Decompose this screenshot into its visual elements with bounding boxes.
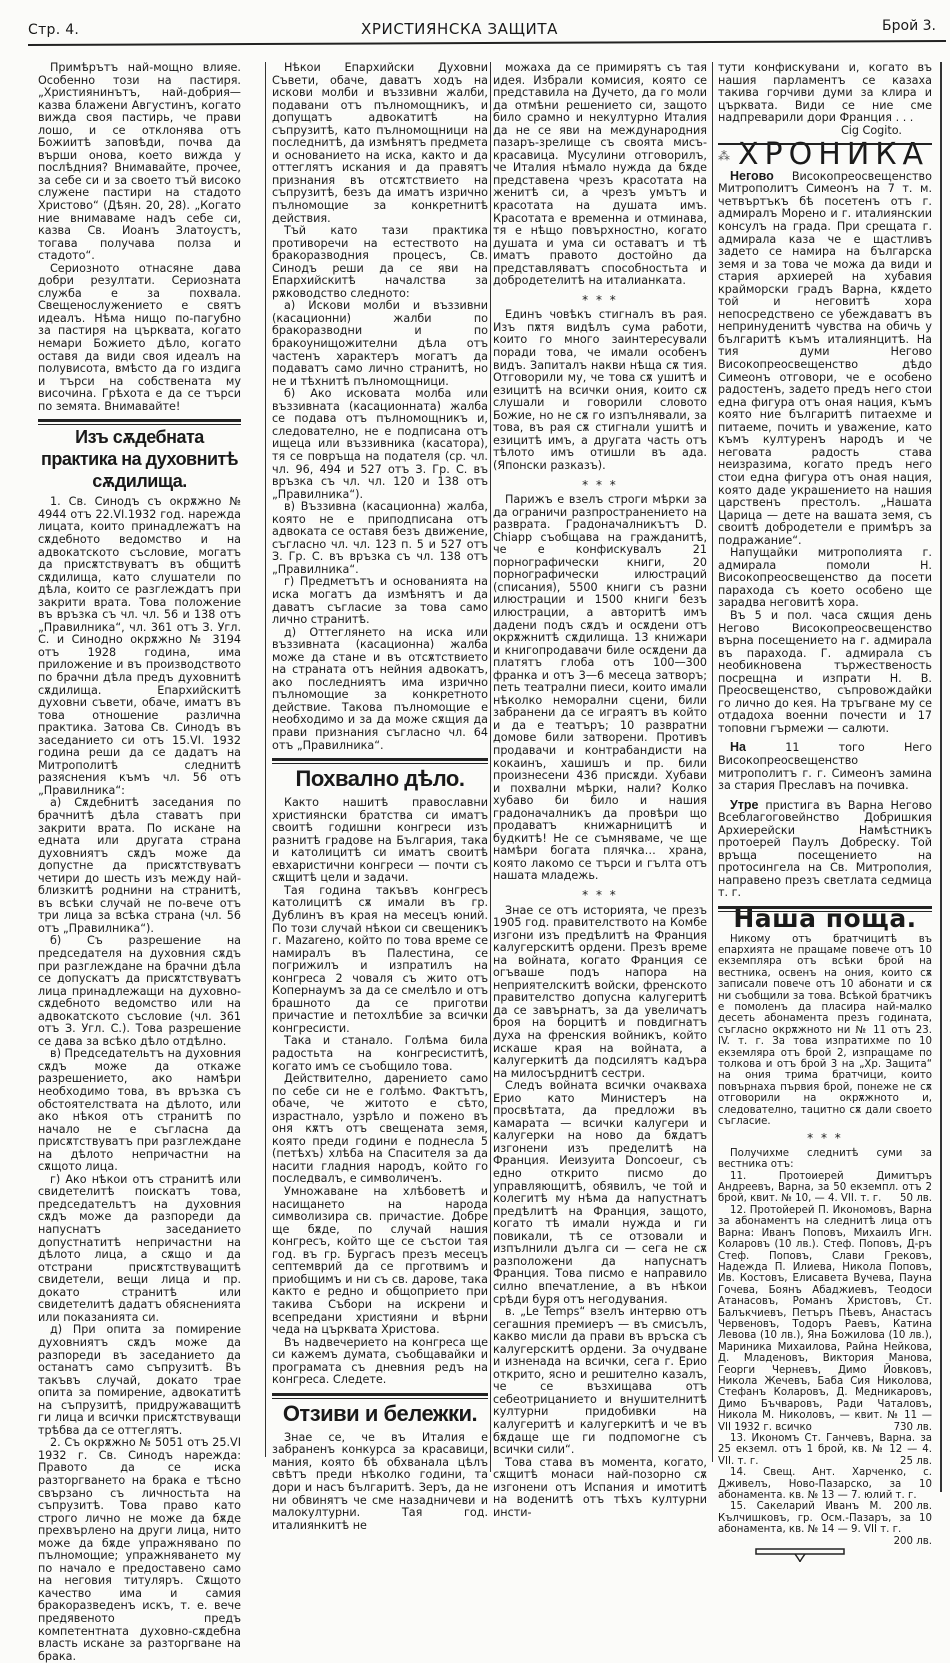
payment-entry	[718, 1171, 932, 1205]
article-paragraph: можаха да се примирятъ съ тая идея. Избрали комисия, която се представила на Дучето, да го моли да отмѣни решението си, защото било срамно и некултурно Италия да не се яви на международния пазаръ-зрелище съ своята мисъ-красавица. Мусулини отговорилъ, че Италия нѣмало нужда да бѫде представена чрезъ красотата на женитѣ си, а чрезъ умътъ и красотата на душата имъ. Красотата е временна и отминава, тя е нѣщо повърхностно, когато душата и ума си оставатъ и тѣ иматъ правото достойно да представляватъ способностьта и добродетелитѣ на италианката.	[493, 61, 707, 288]
article-paragraph: Въ надвечерието на конгреса ще си кажемъ думата, съобщавайки и програмата съ дневния редъ на конгреса. Следете.	[272, 1335, 488, 1387]
payment-entry	[718, 1205, 932, 1433]
payment-amount: 50 лв.	[900, 1193, 932, 1205]
column-3	[493, 62, 707, 1519]
article-paragraph: Знае се, че въ Италия е забраненъ конкурса за красавици, мания, която бѣ обхванала цѣлъ свѣтъ преди нѣколко години, та дори и насъ българитѣ. Зеръ, да не ни обвинятъ че сме назадничеви и малокултурни. Тая год. италиянкитѣ не	[272, 1430, 488, 1532]
payment-text: 14. Свещ. Ант. Харченко, с. Дживелъ, Ново-Пазарско, за 10 абонамента. кв. № 13 — 7. юлий т. г.	[718, 1467, 932, 1502]
chronicle-text: 11 того Него Високопреосвещенство митрополитъ г. г. Симеонъ замина за стария Преславъ на почивка.	[718, 741, 932, 793]
article-paragraph: Никому отъ братчицитѣ въ епархията не пращаме повече отъ 10 екземпляра отъ всѣки брой на вестника, освенъ на ония, които сѫ записали повече отъ 10 абонати и сѫ ни съобщили за това. Всѣкой братчикъ е помоленъ да пласира най-малко десеть абонамента презъ годината, съгласно окрѫжното ни № 11 отъ 23. IV. т. г. За това изпратихме по 10 екземляра отъ брой 2, изпращаме по толкова и отъ брой 3 на „Хр. Защита“ на ония трима братчици, които повърнаха първия брой, понеже не сѫ отговорили на окрѫжното и, следователно, тацитно сѫ дали своето съгласие.	[718, 933, 932, 1128]
payment-amount: 200 лв.	[893, 1501, 932, 1513]
article-paragraph: Както нашитѣ православни християнски братства си иматъ своитѣ годишни конгреси изъ разнитѣ градове на България, така и католицитѣ си иматъ своитѣ евхаристични конгреси — почти съ сѫщитѣ цели и задачи.	[272, 796, 488, 885]
chronicle-item	[718, 547, 932, 610]
article-paragraph: д) При опита за помирение духовниятъ сѫдъ може да разпореди въ заседанието да останатъ само съпрузитѣ. Въ такъвъ случай, докато трае опита за помирение, адвокатитѣ на съпрузитѣ, придружаващитѣ ги лица и всички присѫтствуващи трѣбва да се оттеглятъ.	[38, 1323, 241, 1437]
masthead-rule	[28, 40, 946, 46]
heading-praiseworthy-deed: Похвално дѣло.	[295, 766, 465, 792]
chronicle-title: ХРОНИКА	[738, 137, 930, 173]
article-paragraph: Така и станало. Голѣма била радостьта на конгресиститѣ, когато имъ се съобщило това.	[272, 1034, 488, 1073]
article-paragraph: а) Искови молби и въззивни (касационни) жалби по бракоразводни и по бракоунищожителни дѣла отъ частенъ характеръ могатъ да подаватъ само лично странитѣ, но не и тѣхнитѣ пълномощници.	[272, 299, 488, 388]
page-number: Стр. 4.	[28, 22, 80, 38]
article-paragraph: тути конфискувани и, когато въ нашия парламентъ се казаха такива горчиви думи за клира и църквата. Види се ние сме надпреварили дори Франция . . .	[718, 61, 932, 125]
article-paragraph: б) Ако исковата молба или въззивната (касационната) жалба се подава отъ пълномощникъ и, следователно, не е подписана отъ ищеца или въззивника (касатора), тя се повръща на подателя (ср. чл. чл. 96, 494 и 527 отъ З. Гр. С. въ връзка съ чл. чл. 120 и 138 отъ „Правилника“).	[272, 387, 488, 501]
section-divider	[272, 758, 488, 761]
article-paragraph: Тая година такъвъ конгресъ католицитѣ сѫ имали въ гр. Дублинъ въ края на месецъ юний. По този случай нѣкои си свещеникъ г. Mazarено, който по това време се намиралъ въ Палестина, се погрижилъ и изпратилъ на конгреса 2 човаля съ жито отъ Копернаумъ за да се смелѣло и отъ брашното да се приготви причастие и петохлѣбие за всички конгресисти.	[272, 883, 488, 1035]
chronicle-text: пристига въ Варна Негово Всеблагоговейнство Добришкия Архиерейски Намѣстникъ протоерей Паулъ Добреску. Той връща посещението на протосингела на Св. Митрополия, направено презъ светлата седмица т. г.	[718, 798, 932, 900]
article-paragraph: а) Сѫдебнитѣ заседания по брачнитѣ дѣла ставатъ при закрити врата. По искане на едната или другата страна духовниятъ сѫдъ може да допустне да присѫтствуватъ четири до шесть изъ между най-близкитѣ роднини на странитѣ, въ всѣки случай не по-вече отъ три лица за всѣка страна (чл. 56 отъ „Правилника“).	[38, 796, 241, 935]
author-signature: Cig Cogito.	[840, 123, 902, 137]
column-1	[38, 62, 241, 1663]
payment-entry	[718, 1433, 932, 1467]
chronicle-item	[718, 170, 932, 547]
payment-text: 11. Протоиерей Димитъръ Андреевъ, Варна, за 50 екземпл. отъ 2 брой, квит. № 10, — 4. VII. т. г.	[718, 1170, 932, 1205]
issue-number: Брой 3.	[882, 18, 936, 34]
article-paragraph: г) Предметътъ и основанията на иска могатъ да измѣнятъ и да даватъ съгласие за това само лично странитѣ.	[272, 575, 488, 627]
article-paragraph: Нѣкои Епархийски Духовни Съвети, обаче, даватъ ходъ на искови молби и въззивни жалби, подавани отъ пълномощникъ, и допущатъ адвокатитѣ на съпрузитѣ, като пълномощници на последнитѣ, да измѣнятъ предмета и основанието на иска, както и да оттеглятъ искания и да правятъ признания въ отсѫтствието на съпрузитѣ, безъ да иматъ изрично пълномощие за конкретнитѣ действия.	[272, 61, 488, 225]
section-divider	[38, 419, 241, 422]
section-stars: * * *	[582, 477, 618, 492]
article-paragraph: в. „Le Temps“ взелъ интервю отъ сегашния премиеръ — въ смисълъ, какво мисли да прави въ връска съ калугерскитѣ ордени. За очудване и изненада на всички, сега г. Ерио открито, ясно и решително казалъ, че се възхищава отъ себеотрицанието и внушителнитѣ културни придобивки на калугеритѣ и калугеркитѣ и че въ бѫдаще ще ги подпомогне съ всички сили“.	[493, 1305, 707, 1457]
article-paragraph: Следъ войната всички очакваха Ерио като Министеръ на просвѣтата, да предложи въ камарата — всички калугери и калугерки на ново да бѫдатъ изгонени изъ пределитѣ на Франция. Иеизуита Doncoeur, съ едно открито писмо до управляющитѣ, обявилъ, че той и колегитѣ му нѣма да напустнатъ предѣлитѣ на Франция, защото, когато тѣ имали нужда и ги повикали, тѣ се отзовали и изпълнили дълга си — сега не сѫ разположени да напуснатъ Франция. Това писмо е направило силно впечатление, а въ нѣкои срѣди буря отъ негодувания.	[493, 1079, 707, 1306]
payment-entry	[718, 1467, 932, 1513]
article-paragraph: Сериозното отнасяне дава добри резултати. Сериозната служба е за похвала. Свещенослужението е святъ идеалъ. Нѣма нищо по-пагубно за пастиря на църквата, когато немари Божието дѣло, когато оставя да види своя идеалъ на полувисота, вмѣсто да го издига и търси на собствената му височина. Грѣхота е да се търси по земята. Внимавайте!	[38, 261, 241, 413]
chronicle-item	[718, 610, 932, 735]
section-divider	[718, 906, 932, 909]
chronicle-text: Напущайки митрополията г. адмирала помоли Н. Високопреосвещенство да посети парахода съ което особено ще зарадва неговитѣ хора.	[718, 546, 932, 610]
column-4	[718, 62, 932, 1565]
ornament-icon: ⁂	[718, 148, 730, 163]
heading-chronicle	[718, 137, 932, 173]
sums-intro: Получихме следнитѣ суми за вестника отъ:	[718, 1147, 932, 1171]
article-paragraph: г) Ако нѣкои отъ странитѣ или свидетелитѣ поискатъ това, председательтъ на духовния сѫдъ може да разпореди да напуснатъ заседанието допустнатитѣ непричастни на дѣлото лица, а сѫщо и да отстрани присѫтствуващитѣ свидетели, вещи лица и пр. докато странитѣ или свидетелитѣ дадатъ обясненията или показанията си.	[38, 1172, 241, 1324]
section-divider	[272, 1393, 488, 1396]
article-paragraph: Това става въ момента, когато, сѫщитѣ монаси най-позорно сѫ изгонени отъ Испания и имотитѣ на воденитѣ отъ тѣхъ културни инсти-	[493, 1455, 707, 1519]
section-divider	[718, 143, 932, 145]
end-ornament-icon	[718, 1546, 932, 1566]
article-paragraph: 1. Св. Синодъ съ окрѫжно № 4944 отъ 22.VI.1932 год. нарежда лицата, които принадлежатъ на сѫдебното ведомство и на адвокатското съсловие, могатъ да присѫтствуватъ въ общитѣ сѫдилища, като слушатели по дѣла, които се разглеждатъ при закрити врата. Това положение въ връзка съ чл. чл. 56 и 138 отъ „Правилника“, чл. 361 отъ З. Угл. С. и Синодно окрѫжно № 3194 отъ 1928 година, има приложение и въ производството по брачни дѣла предъ духовнитѣ сѫдилища. Епархийскитѣ духовни съвети, обаче, иматъ въ това отношение различна практика. Затова Св. Синодъ въ заседанието си отъ 15.VI. 1932 година реши да се дадатъ на Митрополитѣ следнитѣ разяснения къмъ чл. 56 отъ „Правилника“:	[38, 495, 241, 797]
page-edge-line	[940, 62, 942, 1492]
newspaper-title: ХРИСТИЯНСКА ЗАЩИТА	[361, 20, 558, 38]
payment-amount: 730 лв.	[893, 1421, 932, 1433]
chronicle-item	[718, 799, 932, 900]
payment-text: 15. Сакеларий Иванъ М. Кълчишковъ, гр. Осм.-Пазаръ, за 10 абонамента, кв. № 14 — 9. VII т. г.	[718, 1501, 932, 1536]
chronicle-item	[718, 741, 932, 792]
article-paragraph: д) Оттеглянето на иска или въззивната (касационна) жалба може да стане и въ отсѫтствието на страната отъ нейния адвокатъ, ако последниятъ има изрично пълномощие за конкретното действие. Такова пълномощие е необходимо и за да може сѫщия да прави признания съгласно чл. 64 отъ „Правилника“.	[272, 625, 488, 752]
article-paragraph: Тъй като тази практика противоречи на естеството на бракоразводния процесъ, Св. Синодъ реши да се яви на Епархийскитѣ началства за рѫководство следното:	[272, 224, 488, 300]
article-paragraph: Знае се отъ историята, че презъ 1905 год. правителството на Комбе изгони изъ предѣлитѣ на Франция калугерскитѣ ордени. Презъ време на войната, когато Франция се огъваше подъ напора на неприятелскитѣ войски, френското правителство допусна калугеритѣ да се завърнатъ, за да увеличатъ броя на борцитѣ и повдигнатъ духа на френския войникъ, който искаше края на войната, а калугеркитѣ да подсилятъ кадъра на милосърднитѣ сестри.	[493, 903, 707, 1080]
payment-text: 13. Икономъ Ст. Ганчевъ, Варна. за 25 екземл. отъ 1 брой, кв. № 12 — 4. VII. т. г.	[718, 1433, 932, 1467]
article-paragraph: Действително, дарението само по себе си не е голѣмо. Фактътъ, обаче, че житото е сѣто, израстнало, узрѣло и пожено въ оня кѫтъ отъ свещената земя, която преди години е поднесла 5 (петѣхъ) хлѣба на Спасителя за да насити гладния народъ, който го последвалъ, е символиченъ.	[272, 1072, 488, 1186]
article-paragraph: Единъ човѣкъ стигналъ въ рая. Изъ пѫтя видѣлъ сума работи, които го много заинтересували поради това, че имали особенъ видъ. Запиталъ накви нѣща сѫ тия. Отговорили му, че това сѫ ушитѣ и езицитѣ на всички ония, които сѫ слушали и говорили словото Божие, но не сѫ го изпълнявали, за това, въ рая сѫ стигнали ушитѣ и езицитѣ имъ, а другата часть отъ тѣлото имъ отишли въ ада. (Японски разказъ).	[493, 308, 707, 472]
section-stars: * * *	[582, 292, 618, 307]
chronicle-lead: Негово	[730, 168, 774, 183]
column-separator	[265, 62, 266, 1457]
heading-reviews-notes: Отзиви и бележки.	[282, 1400, 478, 1426]
column-2	[272, 62, 488, 1532]
chronicle-text: Въ 5 и пол. часа сѫщия день Негово Високопреосвещенство върна посещението на г. адмирала въ парахода. Г. адмирала съ необикновена тържественость посрещна и изпрати Н. В. Преосвещенство, съпровождайки го лично до кея. На тръгване му се отдадоха военни почести и 17 топовни гърмежи — салюти.	[718, 608, 932, 735]
article-paragraph: б) Съ разрешение на председателя на духовния сѫдъ при разглеждане на брачни дѣла се допускатъ да присѫтствуватъ лица принадлежащи на духовно-сѫдебното ведомство или на адвокатското съсловие (чл. 361 отъ З. Угл. С.). Това разрешение се дава за всѣко дѣло отдѣлно.	[38, 934, 241, 1048]
heading-our-mail: Наша поща.	[733, 904, 917, 933]
column-separator	[490, 62, 491, 1472]
chronicle-text: Високопреосвещенство Митрополитъ Симеонъ на 7 т. м. четвъртъкъ бѣ посетенъ отъ г. адмиралъ Морено и г. италиянскии консулъ на града. При срещата г. адмирала каза че е щастливъ задето се намира на българска земя и за това че можа да види и стария архиерей на хубавия крайморски градъ Варна, кѫдето той и неговитѣ хора непосредствено се убеждаватъ въ непринуденитѣ чувства на обичь у българитѣ къмъ италиянцитѣ. На тия думи Негово Високопреосвещенство дѣдо Симеонъ отговори, че е особено радостенъ, задето предъ него стои една фигура отъ оная нация, къмъ която ние българитѣ питаехме и питаеме, почить и уважение, като къмъ културенъ народъ и че неговата радость става неизразима, когато предъ него стои една фигура отъ оная нация, която даде украшението на нашия царственъ престолъ. „Нашата Царица — дете на вашата земя, съ своитѣ добродетели е примѣръ за подражание“.	[718, 169, 932, 547]
article-paragraph: Парижъ е взелъ строги мѣрки за да ограничи разпространението на разврата. Градоначалникътъ D. Chiapp съобщава на гражданитѣ, че е конфискувалъ 21 порнографически книги, 20 порнографически илюстраций (списания), 5500 книги съ разни илюстрации и 1500 книги безъ илюстрации, а авторитѣ имъ дадени подъ сѫдъ и осѫдени отъ окрѫжнитѣ сѫдилища. 13 книжари и книгопродавачи биле осѫдени да платятъ глоба отъ 100—300 франка и отъ 3—6 месеца затворъ; петь театрални пиеси, които имали нѣколко неморални сцени, били забранени да се играятъ въ който и да е театъръ; 10 развратни домове били затворени. Противъ продавачи и контрабандисти на кокаинъ, хашишъ и пр. били произнесени 436 присѫди. Хубави и похвални мѣрки, нали? Колко хубаво би било и нашия градоначалникъ да провѣри що продаватъ книжарницитѣ и будкитѣ! Не се съмняваме, че ще намѣри богата плячка… храна, която лакомо се търси и гълта отъ нашата младежь.	[493, 493, 707, 883]
article-paragraph: 2. Съ окрѫжно № 5051 отъ 25.VI 1932 г. Св. Синодъ нарежда: Правото да се иска разтоpгването на брака е тѣсно свързано съ личностьта на съпрузитѣ. Това право като строго лично не може да бѫде прехвърлено на други лица, нито може да бѫде упражнявано по пълномощие; упражняването му по начало е предоставено само на неговия титуляръ. Сѫщото качество има и самия бракоразведенъ искъ, т. е. вече предявеното предъ компетентната духовно-сѫдебна власть искане за разторгване на брака.	[38, 1436, 241, 1663]
chronicle-lead: На	[730, 740, 746, 755]
masthead	[28, 18, 946, 44]
section-stars: * * *	[582, 888, 618, 902]
court-practice-body	[38, 496, 241, 1663]
payment-amount: 200 лв.	[893, 1535, 932, 1547]
payment-amount: 25 лв.	[900, 1455, 932, 1467]
article-paragraph: в) Председательтъ на духовния сѫдъ може да откаже разрешението, ако намѣри необходимо това, въ връзка съ обстоятелствата на дѣлото, или ако нѣкоя отъ странитѣ по начало не е съгласна да присѫтствуватъ при разглеждане на дѣлото непричастни на сѫщото лица.	[38, 1047, 241, 1174]
payment-text: 12. Протойерей П. Икономовъ, Варна за абонаментъ на следнитѣ лица отъ Варна: Иванъ Поповъ, Михаилъ Игн. Коларовъ (10 лв.). Стеф. Поповъ, Д-ръ Стеф. Поповъ, Слави Грековъ, Надежда П. Илиева, Никола Поповъ, Ив. Костовъ, Елисавета Вучева, Пауна Гочева, Боянъ Абаджиевъ, Теодоси Атанасовъ, Романъ Христовъ, Ст. Балъкчиевъ, Петъръ Пѣевъ, Анастасъ Червеновъ, Тодоръ Раевъ, Катина Левова (10 лв.), Яна Божилова (10 лв.), Мариника Михаилова, Райна Нейкова, Д. Младеновъ, Виктория Манова, Георги Черневъ, Димо Йовковъ, Никола Жечевъ, Баба Сия Николова, Стефанъ Коларовъ, Д. Медникаровъ, Димо Бъчваровъ, Ради Чаталовъ, Никола М. Николовъ, — квит. № 11 — VII 1932 г. всичко	[718, 1204, 932, 1433]
column-separator	[712, 62, 713, 1462]
article-paragraph: Умножаване на хлѣбоветѣ и насищането на народа символизира св. причастие. Добре ще бѫде, по случай нашия конгресъ, който ще се състои тая год. въ гр. Бургасъ презъ месецъ септемврий да се пpготвимъ и приобщимъ и ни съ св. дарове, така както е редно и общоприето при такива Събори на искрени и всепредани християни и вѣрни чеда на църквата Христова.	[272, 1185, 488, 1337]
section-stars: * * *	[807, 1131, 843, 1146]
chronicle-lead: Утре	[730, 797, 759, 812]
article-paragraph: Примѣрътъ най-мощно влияе. Особенно този на пастиря. „Християнинътъ, най-добрия—казва блажени Августинъ, когато вижда своя пастирь, че прави лошо, и се отклонява отъ Божиитѣ заповѣди, почва да върши онова, което вижда у послѣдния? Внимавайте, прочее, за себе си и за своето тъй високо служене пастири на стадото Христово“ (Дѣян. 20, 28). „Когато ние внимаваме надъ себе си, казва Св. Иоанъ Златоустъ, тогава получава полза и стадото“.	[38, 61, 241, 263]
heading-court-practice: Изъ сѫдебната практика на духовнитѣ сѫдилища.	[40, 427, 239, 492]
article-paragraph: в) Въззивна (касационна) жалба, която не е приподписана отъ адвоката се оставя безъ движение, съгласно чл. чл. 123 п. 5 и 527 отъ З. Гр. С. въ връзка съ чл. 138 отъ „Правилника“.	[272, 500, 488, 576]
